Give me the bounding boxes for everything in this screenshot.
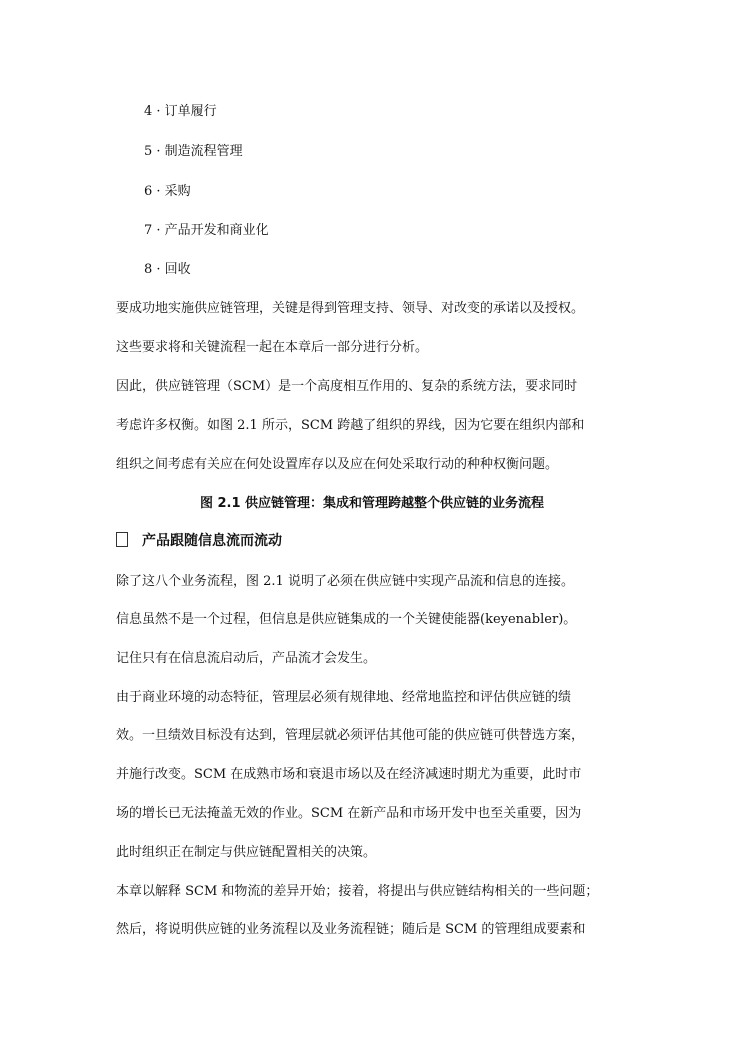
list-item: 6 · 采购 bbox=[144, 184, 191, 199]
list-item: 5 · 制造流程管理 bbox=[144, 144, 243, 159]
paragraph-line: 考虑许多权衡。如图 2.1 所示，SCM 跨越了组织的界线，因为它要在组织内部和 bbox=[116, 418, 585, 433]
paragraph-line: 此时组织正在制定与供应链配置相关的决策。 bbox=[116, 845, 377, 860]
list-item: 8 · 回收 bbox=[144, 262, 191, 277]
section-heading-text: 产品跟随信息流而流动 bbox=[142, 533, 282, 549]
paragraph-line: 因此，供应链管理（SCM）是一个高度相互作用的、复杂的系统方法，要求同时 bbox=[116, 379, 578, 394]
paragraph-line: 然后，将说明供应链的业务流程以及业务流程链；随后是 SCM 的管理组成要素和 bbox=[116, 922, 586, 937]
paragraph-line: 并施行改变。SCM 在成熟市场和衰退市场以及在经济减速时期尤为重要，此时市 bbox=[116, 767, 582, 782]
bullet-icon bbox=[116, 532, 128, 547]
paragraph-line: 这些要求将和关键流程一起在本章后一部分进行分析。 bbox=[116, 340, 429, 355]
paragraph-line: 由于商业环境的动态特征，管理层必须有规律地、经常地监控和评估供应链的绩 bbox=[116, 690, 572, 705]
paragraph-line: 信息虽然不是一个过程，但信息是供应链集成的一个关键使能器(keyenabler)。 bbox=[116, 612, 577, 627]
figure-caption: 图 2.1 供应链管理：集成和管理跨越整个供应链的业务流程 bbox=[199, 496, 545, 511]
paragraph-line: 本章以解释 SCM 和物流的差异开始；接着，将提出与供应链结构相关的一些问题； bbox=[116, 884, 599, 899]
paragraph-line: 记住只有在信息流启动后，产品流才会发生。 bbox=[116, 651, 377, 666]
list-item: 4 · 订单履行 bbox=[144, 104, 217, 119]
paragraph-line: 效。一旦绩效目标没有达到，管理层就必须评估其他可能的供应链可供替选方案， bbox=[116, 728, 585, 743]
paragraph-line: 要成功地实施供应链管理，关键是得到管理支持、领导、对改变的承诺以及授权。 bbox=[116, 301, 585, 316]
section-heading bbox=[116, 530, 282, 550]
list-item: 7 · 产品开发和商业化 bbox=[144, 223, 269, 238]
paragraph-line: 组织之间考虑有关应在何处设置库存以及应在何处采取行动的种种权衡问题。 bbox=[116, 457, 559, 472]
paragraph-line: 除了这八个业务流程，图 2.1 说明了必须在供应链中实现产品流和信息的连接。 bbox=[116, 574, 574, 589]
paragraph-line: 场的增长已无法掩盖无效的作业。SCM 在新产品和市场开发中也至关重要，因为 bbox=[116, 806, 582, 821]
